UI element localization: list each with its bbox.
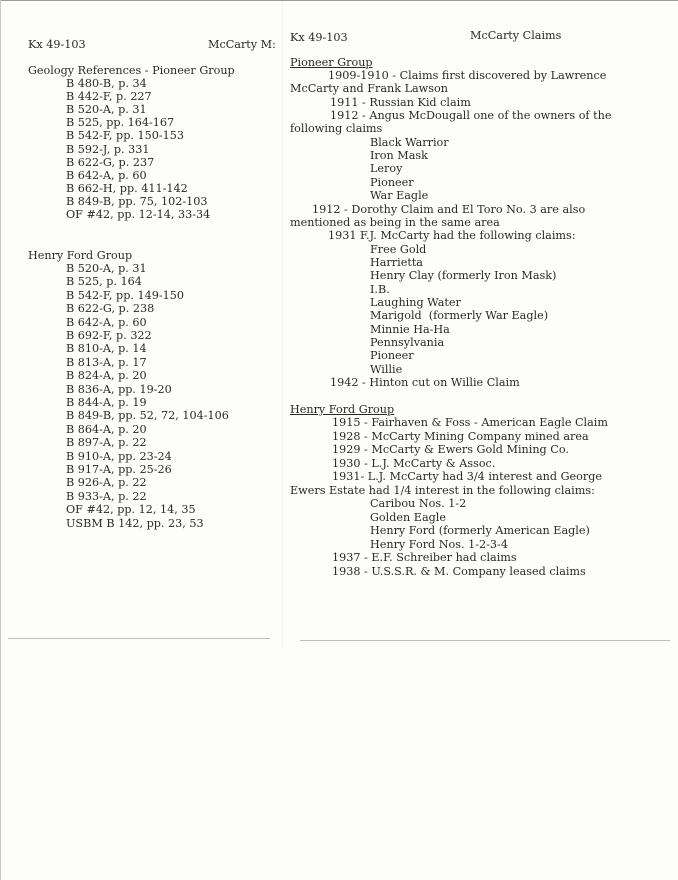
geology-reference-item: B 642-A, p. 60 — [66, 168, 147, 182]
pioneer-history-line: 1912 - Angus McDougall one of the owners of the — [330, 109, 612, 123]
henry-ford-reference-item: B 897-A, p. 22 — [66, 436, 147, 450]
henry-ford-history-line: Golden Eagle — [370, 510, 446, 524]
geology-heading: Geology References - Pioneer Group — [28, 64, 235, 77]
pioneer-history-line: Iron Mask — [370, 149, 428, 163]
henry-ford-reference-item: USBM B 142, pp. 23, 53 — [66, 516, 204, 530]
henry-ford-reference-item: B 844-A, p. 19 — [66, 396, 147, 409]
henry-ford-history-line: 1928 - McCarty Mining Company mined area — [332, 429, 589, 443]
henry-ford-reference-item: B 622-G, p. 238 — [66, 302, 155, 316]
geology-reference-item: B 849-B, pp. 75, 102-103 — [66, 194, 208, 208]
right-bottom-rule — [300, 640, 670, 641]
pioneer-group-heading: Pioneer Group — [290, 56, 373, 69]
pioneer-history-line: Pioneer — [370, 175, 414, 189]
henry-ford-reference-item: B 864-A, p. 20 — [66, 422, 147, 436]
henry-ford-reference-item: B 525, p. 164 — [66, 275, 142, 289]
geology-reference-item: OF #42, pp. 12-14, 33-34 — [66, 208, 211, 221]
pioneer-history-line: Henry Clay (formerly Iron Mask) — [370, 269, 557, 283]
pioneer-history-line: mentioned as being in the same area — [290, 215, 500, 229]
pioneer-history-line: 1912 - Dorothy Claim and El Toro No. 3 are also — [312, 202, 586, 216]
left-header-name: McCarty M: — [208, 38, 276, 51]
pioneer-history-line: Pennsylvania — [370, 336, 445, 349]
henry-ford-history-line: 1930 - L.J. McCarty & Assoc. — [332, 456, 496, 470]
page-left-edge — [0, 0, 1, 880]
geology-reference-item: B 542-F, pp. 150-153 — [66, 129, 184, 143]
page-top-edge — [0, 0, 678, 1]
pioneer-history-line: 1931 F.J. McCarty had the following claims: — [328, 229, 576, 243]
henry-ford-history-line: Henry Ford Nos. 1-2-3-4 — [370, 537, 508, 551]
geology-reference-item: B 520-A, p. 31 — [66, 103, 147, 117]
geology-reference-item: B 592-J, p. 331 — [66, 142, 150, 156]
pioneer-history-line: following claims — [290, 122, 383, 136]
pioneer-history-line: Minnie Ha-Ha — [370, 322, 450, 336]
pioneer-history-line: 1911 - Russian Kid claim — [330, 95, 471, 109]
pioneer-history-line: 1942 - Hinton cut on Willie Claim — [330, 376, 520, 390]
right-henry-ford-heading: Henry Ford Group — [290, 403, 395, 416]
pioneer-history-line: Willie — [370, 362, 403, 376]
page-fold-line — [282, 0, 283, 650]
henry-ford-history-line: Ewers Estate had 1/4 interest in the following claims: — [290, 483, 595, 497]
henry-ford-history-line: 1929 - McCarty & Ewers Gold Mining Co. — [332, 443, 569, 456]
geology-reference-item: B 662-H, pp. 411-142 — [66, 181, 188, 195]
geology-reference-item: B 622-G, p. 237 — [66, 155, 155, 169]
henry-ford-reference-item: B 824-A, p. 20 — [66, 369, 147, 383]
henry-ford-history-line: 1938 - U.S.S.R. & M. Company leased claims — [332, 564, 586, 578]
geology-reference-item: B 442-F, p. 227 — [66, 90, 152, 104]
henry-ford-history-line: 1915 - Fairhaven & Foss - American Eagle Claim — [332, 416, 608, 429]
henry-ford-reference-item: B 520-A, p. 31 — [66, 262, 147, 275]
pioneer-history-line: War Eagle — [370, 189, 429, 203]
henry-ford-history-line: 1937 - E.F. Schreiber had claims — [332, 551, 517, 564]
henry-ford-reference-item: B 692-F, p. 322 — [66, 329, 152, 342]
left-henry-ford-heading: Henry Ford Group — [28, 249, 133, 262]
pioneer-history-line: Leroy — [370, 162, 403, 176]
henry-ford-reference-item: B 849-B, pp. 52, 72, 104-106 — [66, 409, 229, 423]
pioneer-history-line: Pioneer — [370, 349, 414, 363]
henry-ford-reference-item: B 933-A, p. 22 — [66, 489, 147, 503]
right-header-title: McCarty Claims — [470, 29, 562, 42]
geology-reference-item: B 525, pp. 164-167 — [66, 116, 175, 130]
left-header-id: Kx 49-103 — [28, 38, 86, 51]
henry-ford-reference-item: B 917-A, pp. 25-26 — [66, 463, 172, 476]
henry-ford-history-line: Caribou Nos. 1-2 — [370, 497, 467, 510]
pioneer-history-line: Black Warrior — [370, 135, 449, 149]
pioneer-history-line: Marigold (formerly War Eagle) — [370, 309, 549, 323]
pioneer-history-line: Free Gold — [370, 242, 427, 256]
pioneer-history-line: McCarty and Frank Lawson — [290, 82, 448, 96]
henry-ford-reference-item: B 810-A, p. 14 — [66, 342, 147, 356]
left-bottom-rule — [8, 638, 270, 639]
henry-ford-reference-item: B 542-F, pp. 149-150 — [66, 288, 184, 302]
henry-ford-history-line: 1931- L.J. McCarty had 3/4 interest and George — [332, 470, 603, 483]
henry-ford-history-line: Henry Ford (formerly American Eagle) — [370, 524, 590, 537]
henry-ford-reference-item: B 910-A, pp. 23-24 — [66, 449, 172, 463]
right-header-id: Kx 49-103 — [290, 31, 348, 44]
pioneer-history-line: I.B. — [370, 282, 390, 296]
henry-ford-reference-item: OF #42, pp. 12, 14, 35 — [66, 503, 196, 517]
geology-reference-item: B 480-B, p. 34 — [66, 77, 147, 90]
henry-ford-reference-item: B 926-A, p. 22 — [66, 476, 147, 490]
pioneer-history-line: 1909-1910 - Claims first discovered by Lawrence — [328, 69, 607, 82]
pioneer-history-line: Harrietta — [370, 255, 423, 269]
pioneer-history-line: Laughing Water — [370, 295, 461, 309]
henry-ford-reference-item: B 813-A, p. 17 — [66, 355, 147, 369]
henry-ford-reference-item: B 642-A, p. 60 — [66, 315, 147, 329]
henry-ford-reference-item: B 836-A, pp. 19-20 — [66, 382, 172, 396]
